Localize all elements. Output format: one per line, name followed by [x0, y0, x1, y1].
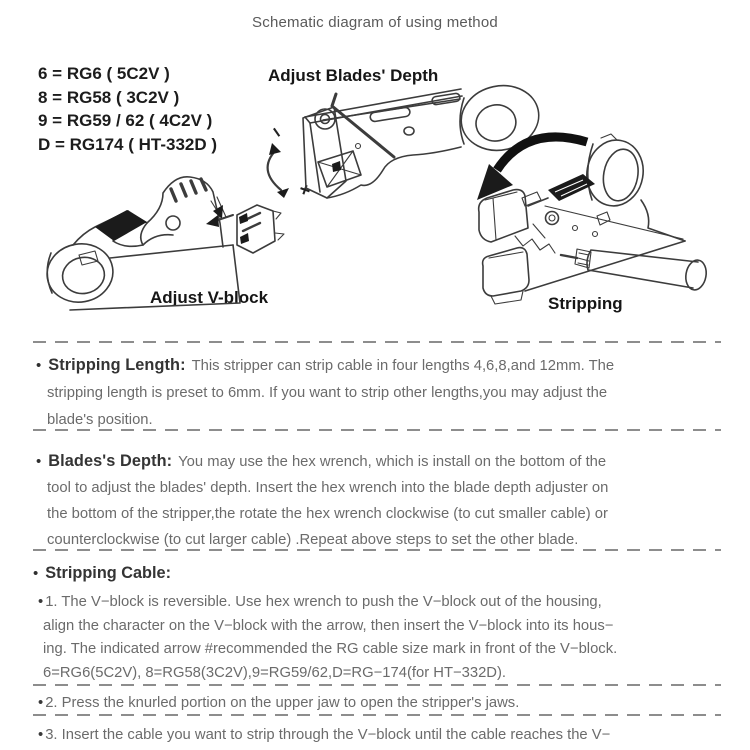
step-text: 2. Press the knurled portion on the upper jaw to open the stripper's jaws.: [45, 695, 520, 711]
section-heading: Blades's Depth:: [48, 452, 173, 470]
rg-size-legend: [38, 62, 217, 156]
bullet: •: [36, 357, 42, 374]
bullet: •: [38, 695, 44, 711]
step-text: 3. Insert the cable you want to strip through the V−block until the cable reaches the V−: [45, 727, 611, 743]
step-text: 6=RG6(5C2V), 8=RG58(3C2V),9=RG59/62,D=RG−174(for HT−332D).: [43, 664, 507, 681]
legend-item: 9 = RG59 / 62 ( 4C2V ): [38, 111, 213, 130]
legend-item: 8 = RG58 ( 3C2V ): [38, 87, 180, 107]
bullet: •: [33, 565, 39, 582]
v-block-label: Adjust V-block: [150, 288, 269, 307]
stripping-cable-step-2: [38, 692, 724, 716]
section-text: tool to adjust the blades' depth. Insert the hex wrench into the blade depth adjuster on: [47, 480, 609, 496]
section-text: counterclockwise (to cut larger cable) .Repeat above steps to set the other blade.: [47, 532, 579, 548]
tool-ring: [42, 239, 117, 308]
blades-depth-section: [36, 448, 724, 553]
step-text: ing. The indicated arrow #recommended the RG cable size mark in front of the V−block.: [43, 641, 618, 657]
step-text: 1. The V−block is reversible. Use hex wrench to push the V−block out of the housing,: [45, 594, 602, 610]
stripping-label: Stripping: [548, 294, 623, 313]
section-text: This stripper can strip cable in four lengths 4,6,8,and 12mm. The: [191, 358, 615, 374]
page-title: Schematic diagram of using method: [252, 14, 498, 31]
stripping-cable-step-1: [38, 591, 724, 685]
section-text: stripping length is preset to 6mm. If you want to strip other lengths,you may adjust the: [47, 385, 608, 401]
stripping-length-section: [36, 352, 724, 434]
v-block-part: [237, 205, 284, 253]
bullet: •: [38, 727, 44, 743]
minus-symbol: −: [264, 122, 288, 144]
bullet: •: [38, 594, 44, 610]
stripping-illustration: [455, 128, 750, 323]
stripping-cable-step-3: [38, 724, 724, 748]
section-text: blade's position.: [47, 412, 153, 428]
v-block-illustration: [25, 153, 317, 321]
section-text: the bottom of the stripper,the rotate the hex wrench clockwise (to cut smaller cable) or: [47, 506, 608, 522]
bullet: •: [36, 453, 42, 470]
section-text: You may use the hex wrench, which is install on the bottom of the: [178, 454, 607, 470]
legend-item: 6 = RG6 ( 5C2V ): [38, 64, 170, 83]
blades-depth-label: Adjust Blades' Depth: [268, 66, 439, 85]
step-text: align the character on the V−block with the arrow, then insert the V−block into its hous−: [43, 617, 614, 634]
coax-cable: [561, 249, 708, 292]
section-heading: Stripping Length:: [48, 356, 186, 374]
plus-symbol: +: [295, 178, 314, 203]
stripping-cable-heading: [33, 564, 171, 583]
section-heading: Stripping Cable:: [45, 564, 171, 582]
divider: [33, 341, 721, 343]
legend-item: D = RG174 ( HT-332D ): [38, 134, 218, 154]
